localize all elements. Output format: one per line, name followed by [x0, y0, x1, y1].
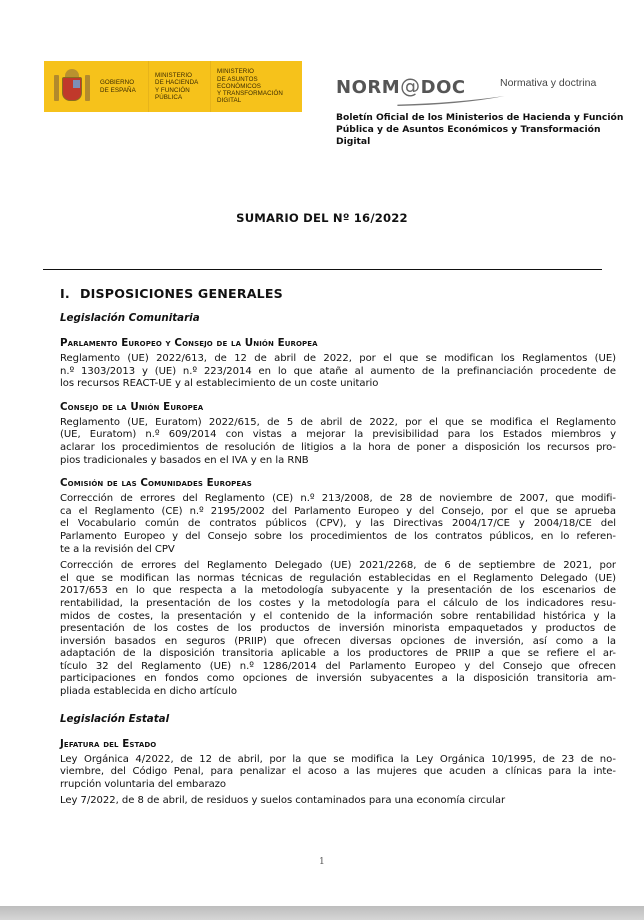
normadoc-swoosh-icon	[376, 96, 526, 106]
entry-line: rentabilidad, la presentación de los costes y la metodología para el cálculo de los indicadores resu-	[60, 597, 616, 609]
bulletin-title-line: Pública y de Asuntos Económicos y Transformación Digital	[336, 124, 601, 147]
entry-line: los recursos REACT-UE y al establecimiento de un coste unitario	[60, 378, 379, 390]
entry-line: el que se modifican las normas técnicas de regulación establecidas en el Reglamento Delegado (UE)	[60, 572, 616, 584]
normadoc-wordmark: NORM@DOC	[336, 74, 466, 98]
summary-entry[interactable]	[60, 754, 616, 792]
issuing-body-heading: Consejo de la Unión Europea	[60, 400, 204, 413]
summary-entry[interactable]	[60, 417, 616, 467]
entry-line: presentación de los costes de los productos de inversión minorista empaquetados y productos de	[60, 623, 616, 635]
page-number: 1	[319, 857, 325, 867]
government-banner	[44, 61, 302, 112]
entry-line: aclarar los procedimientos de resolución de litigios a la hora de poner a disposición los recursos pro-	[60, 441, 616, 453]
summary-entry[interactable]	[60, 795, 616, 808]
section-title: DISPOSICIONES GENERALES	[80, 286, 283, 301]
entry-line: midos de costes, la presentación y el contenido de la información sobre rentabilidad histórica y la	[60, 610, 616, 622]
entry-line: (UE, Euratom) n.º 609/2014 con vistas a mejorar la previsibilidad para los Estados miembros y	[60, 429, 616, 441]
normadoc-logo	[336, 74, 466, 98]
gov-line: Y TRANSFORMACIÓN DIGITAL	[217, 90, 284, 105]
gov-label-asuntos-economicos	[210, 61, 302, 112]
normadoc-tagline: Normativa y doctrina	[500, 77, 597, 89]
bulletin-title	[336, 112, 626, 148]
entry-line: el Vocabulario común de contratos públicos (CPV), y las Directivas 2004/17/CE y 2004/18/CE del	[60, 518, 616, 530]
gov-line: DE ASUNTOS ECONÓMICOS	[217, 75, 261, 90]
entry-line: te a la revisión del CPV	[60, 543, 175, 555]
gov-line: DE HACIENDA	[155, 79, 199, 87]
entry-line: rrupción voluntaria del embarazo	[60, 778, 226, 790]
issuing-body-heading: Comisión de las Comunidades Europeas	[60, 477, 252, 490]
document-title: SUMARIO DEL Nº 16/2022	[236, 211, 408, 225]
coat-of-arms-spain-icon	[52, 67, 92, 107]
entry-line: inversión basados en seguros (PRIIP) que ofrecen diversas opciones de inversión, así como a la	[60, 635, 616, 647]
entry-line: adaptación de la disposición transitoria aplicable a los productores de PRIIP a que se refiere el ar-	[60, 648, 616, 660]
summary-entry[interactable]	[60, 353, 616, 391]
entry-line: pios tradicionales y basados en el IVA y en la RNB	[60, 454, 309, 466]
entry-line: pliada establecida en dicho artículo	[60, 686, 237, 698]
entry-line: Reglamento (UE) 2022/613, de 12 de abril de 2022, por el que se modifican los Reglamentos (UE)	[60, 353, 616, 364]
gov-label-gobierno	[100, 79, 148, 93]
entry-line: Ley Orgánica 4/2022, de 12 de abril, por la que se modifica la Ley Orgánica 10/1995, de 23 de no-	[60, 753, 616, 765]
section-number: I.	[60, 286, 70, 301]
viewer-bottom-edge	[0, 906, 644, 920]
gov-line: DE ESPAÑA	[100, 86, 136, 94]
entry-line: Corrección de errores del Reglamento Delegado (UE) 2021/2268, de 6 de septiembre de 2021, por	[60, 560, 616, 572]
document-content	[60, 286, 616, 808]
horizontal-divider	[43, 269, 602, 270]
entry-line: Parlamento Europeo y del Consejo sobre los procedimientos de los contratos públicos, en lo referen-	[60, 530, 616, 542]
issuing-body-heading: Jefatura del Estado	[60, 737, 157, 750]
bulletin-title-line: Boletín Oficial de los Ministerios de Hacienda y Función	[336, 112, 624, 123]
gov-line: Y FUNCIÓN PÚBLICA	[155, 86, 190, 101]
entry-line: tículo 32 del Reglamento (UE) n.º 1286/2014 del Parlamento Europeo y del Consejo que ofrecen	[60, 660, 616, 672]
entry-line: viembre, del Código Penal, para penalizar el acoso a las mujeres que acuden a clínicas para la inte-	[60, 766, 616, 778]
gov-line: GOBIERNO	[100, 79, 135, 87]
issuing-body-heading: Parlamento Europeo y Consejo de la Unión Europea	[60, 337, 318, 349]
summary-entry[interactable]	[60, 493, 616, 556]
subsection-heading: Legislación Comunitaria	[60, 312, 200, 324]
entry-line: 2017/653 en lo que respecta a la metodología subyacente y la presentación de los escenarios de	[60, 585, 616, 597]
entry-line: Reglamento (UE, Euratom) 2022/615, de 5 de abril de 2022, por el que se modifica el Reglamento	[60, 416, 616, 428]
entry-line: n.º 1303/2013 y (UE) n.º 223/2014 en lo que atañe al aumento de la prefinanciación procedente de	[60, 365, 616, 377]
entry-line: participaciones en fondos como opciones de inversión subyacentes a la disposición transitoria am-	[60, 673, 616, 685]
gov-label-hacienda	[148, 61, 210, 112]
summary-entry[interactable]	[60, 560, 616, 699]
subsection-heading: Legislación Estatal	[60, 712, 170, 725]
section-heading	[60, 286, 616, 301]
entry-line: Corrección de errores del Reglamento (CE) n.º 213/2008, de 28 de noviembre de 2007, que modifi-	[60, 493, 616, 505]
gov-line: MINISTERIO	[217, 68, 255, 76]
entry-line: ca el Reglamento (CE) n.º 2195/2002 del Parlamento Europeo y del Consejo, por el que se aprueba	[60, 505, 616, 517]
entry-line: Ley 7/2022, de 8 de abril, de residuos y suelos contaminados para una economía circular	[60, 795, 506, 807]
gov-line: MINISTERIO	[155, 72, 193, 80]
